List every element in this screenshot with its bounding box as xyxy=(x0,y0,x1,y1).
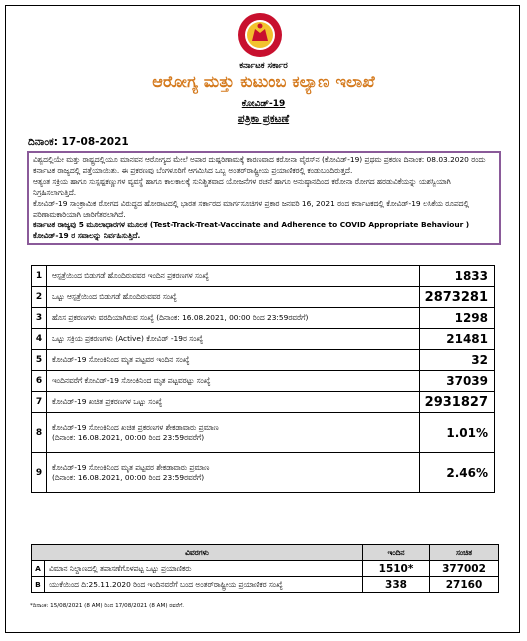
row-value: 2873281 xyxy=(419,287,494,308)
row-label: ಇಂದಿನವರೆಗೆ ಕೋವಿಡ್-19 ಸೋಂಕಿನಿಂದ ಮೃತ ಪಟ್ಟವರಟ್ಟು ಸಂಖ್ಯೆ xyxy=(47,371,420,392)
row-label-date: (ದಿನಾಂಕ: 16.08.2021, 00:00 ರಿಂದ 23:59ರವರೆಗೆ) xyxy=(52,432,205,442)
row-value: 1833 xyxy=(419,266,494,287)
row-number: 4 xyxy=(32,329,47,350)
department-title: ಆರೋಗ್ಯ ಮತ್ತು ಕುಟುಂಬ ಕಲ್ಯಾಣ ಇಲಾಖೆ xyxy=(152,72,375,91)
row-label xyxy=(47,413,420,453)
row-value: 32 xyxy=(419,350,494,371)
row-label-line: ಕೋವಿಡ್-19 ಸೋಂಕಿನಿಂದ ಮೃತ ಪಟ್ಟವರ ಶೇಕಡಾವಾರು ಪ್ರಮಾಣ xyxy=(52,462,210,472)
row-letter: B xyxy=(32,577,45,593)
intro-paragraph: ಕರ್ನಾಟಕ ರಾಜ್ಯವು 5 ಮೂಲಾಧಾರಗಳ ಮೂಲಕ (Test-Track-Treat-Vaccinate and Adherence to COVID Appropriate Behaviour ) ಕೋವಿಡ್-19 ರ ಸವಾಲನ್ನು ನಿರ್ವಹಿಸುತ್ತಿದೆ. xyxy=(33,220,470,241)
row-value: 21481 xyxy=(419,329,494,350)
table-row xyxy=(32,329,495,350)
column-header-today: ಇಂದಿನ xyxy=(363,545,430,561)
row-value: 37039 xyxy=(419,371,494,392)
table-row xyxy=(32,308,495,329)
release-date: ದಿನಾಂಕ: 17-08-2021 xyxy=(28,136,129,148)
column-header-cumulative: ಸಂಚಿತ xyxy=(430,545,499,561)
row-label: ಆಸ್ಪತ್ರೆಯಿಂದ ಬಿಡುಗಡೆ ಹೊಂದಿರುವವರ ಇಂದಿನ ಪ್ರಕರಣಗಳ ಸಂಖ್ಯೆ xyxy=(47,266,420,287)
subject-title: ಕೋವಿಡ್-19 xyxy=(241,99,286,109)
row-number: 7 xyxy=(32,392,47,413)
table-row xyxy=(32,350,495,371)
table-row xyxy=(32,392,495,413)
row-total: 27160 xyxy=(430,577,499,593)
row-label: ಕೋವಿಡ್-19 ಸೋಂಕಿನಿಂದ ಮೃತ ಪಟ್ಟವರ ಇಂದಿನ ಸಂಖ್ಯೆ xyxy=(47,350,420,371)
row-number: 1 xyxy=(32,266,47,287)
table-row xyxy=(32,371,495,392)
row-label: ಹೊಸ ಪ್ರಕರಣಗಳು ವರದಿಯಾಗಿರುವ ಸಂಖ್ಯೆ (ದಿನಾಂಕ: 16.08.2021, 00:00 ರಿಂದ 23:59ರವರೆಗೆ) xyxy=(47,308,420,329)
row-label: ಕೋವಿಡ್-19 ಖಚಿತ ಪ್ರಕರಣಗಳ ಒಟ್ಟು ಸಂಖ್ಯೆ xyxy=(47,392,420,413)
row-total: 377002 xyxy=(430,561,499,577)
row-number: 9 xyxy=(32,453,47,493)
row-label: ಯುಕೆಯಿಂದ ದಿ:25.11.2020 ರಿಂದ ಇಂದಿನವರೆಗೆ ಬಂದ ಅಂತರ್‌ರಾಷ್ಟ್ರೀಯ ಪ್ರಯಾಣಿಕರ ಸಂಖ್ಯೆ xyxy=(45,577,363,593)
intro-paragraph: ವಿಶ್ವದಲ್ಲಿಯೇ ಮತ್ತು ರಾಷ್ಟ್ರದಲ್ಲಿಯೂ ಮಾನವನ ಆರೋಗ್ಯದ ಮೇಲೆ ಅಪಾರ ದುಷ್ಪರಿಣಾಮಕ್ಕೆ ಕಾರಣವಾದ ಕರೋನಾ ವೈರಸ್‌ನ (ಕೋವಿಡ್-19) ಪ್ರಥಮ ಪ್ರಕರಣ ದಿನಾಂಕ: 08.03.2020 ರಂದು ಕರ್ನಾಟಕ ರಾಜ್ಯದಲ್ಲಿ ಪತ್ತೆಯಾಯಿತು. ಈ ಪ್ರಕರಣವು ಬೆಂಗಳೂರಿಗೆ ಆಗಮಿಸಿದ ಒಬ್ಬ ಅಂತರ್‌ರಾಷ್ಟ್ರೀಯ ಪ್ರಯಾಣಿಕರಲ್ಲಿ ಕಂಡುಬಂದಿರುತ್ತದೆ. xyxy=(33,155,486,175)
table-row xyxy=(32,577,499,593)
table-row xyxy=(32,453,495,493)
row-label-date: (ದಿನಾಂಕ: 16.08.2021, 00:00 ರಿಂದ 23:59ರವರೆಗೆ) xyxy=(52,472,205,482)
row-today: 1510* xyxy=(363,561,430,577)
row-value: 2.46% xyxy=(419,453,494,493)
row-label: ಒಟ್ಟು ಆಸ್ಪತ್ರೆಯಿಂದ ಬಿಡುಗಡೆ ಹೊಂದಿರುವವರ ಸಂಖ್ಯೆ xyxy=(47,287,420,308)
table-row xyxy=(32,287,495,308)
row-value: 1298 xyxy=(419,308,494,329)
row-today: 338 xyxy=(363,577,430,593)
row-label: ವಿಮಾನ ನಿಲ್ದಾಣದಲ್ಲಿ ತಪಾಸಣೆಗೊಳಪಟ್ಟ ಒಟ್ಟು ಪ್ರಯಾಣಿಕರು xyxy=(45,561,363,577)
press-release-title: ಪತ್ರಿಕಾ ಪ್ರಕಟಣೆ xyxy=(237,113,290,125)
row-number: 6 xyxy=(32,371,47,392)
row-letter: A xyxy=(32,561,45,577)
intro-paragraph: ಕೋವಿಡ್-19 ಸಾಂಕ್ರಾಮಿಕ ರೋಗದ ವಿರುದ್ಧದ ಹೋರಾಟದಲ್ಲಿ ಭಾರತ ಸರ್ಕಾರದ ಮಾರ್ಗಸೂಚಿಗಳ ಪ್ರಕಾರ ಜನವರಿ 16, 2021 ರಂದ ಕರ್ನಾಟಕದಲ್ಲಿ ಕೋವಿಡ್-19 ಲಸಿಕೆಯ ರೂಪದಲ್ಲಿ ಪರಿಣಾಮಕಾರಿಯಾಗಿ ಜಾರಿಗೆತರಲಾಗಿದೆ. xyxy=(33,198,470,219)
karnataka-emblem-logo xyxy=(237,12,283,58)
row-label: ಒಟ್ಟು ಸಕ್ರಿಯ ಪ್ರಕರಣಗಳು (Active) ಕೋವಿಡ್ -19ರ ಸಂಖ್ಯೆ xyxy=(47,329,420,350)
row-value: 2931827 xyxy=(419,392,494,413)
intro-paragraph: ಆತ್ಯಂತ ಸಕ್ರಿಯ ಹಾಗೂ ಸುಸ್ಪಷ್ಟಕಣ್ಣುಗಳ ವ್ಯವಸ್ಥೆ ಹಾಗೂ ಕಾಲಕಾಲಕ್ಕೆ ಸುನಿಶ್ಚಿತವಾದ ಯೋಜನೆಗಳ ರಚನೆ ಹಾಗೂ ಅನುಷ್ಠಾನದಿಂದ ಕರೋನಾ ರೋಗದ ಹರಡುವಿಕೆಯನ್ನು ಯಶಸ್ವಿಯಾಗಿ ನಿಗ್ರಹಿಸಲಾಗುತ್ತಿದೆ. xyxy=(33,176,451,197)
column-header-details: ವಿವರಗಳು xyxy=(32,545,363,561)
footnote: *ದಿನಾಂಕ: 15/08/2021 (8 AM) ರಿಂದ 17/08/2021 (8 AM) ರವರೆಗೆ. xyxy=(30,603,185,609)
table-header-row xyxy=(32,545,499,561)
table-row xyxy=(32,413,495,453)
covid-stats-table xyxy=(31,265,495,493)
intro-box xyxy=(27,151,501,245)
row-number: 5 xyxy=(32,350,47,371)
row-number: 2 xyxy=(32,287,47,308)
table-row xyxy=(32,561,499,577)
row-number: 8 xyxy=(32,413,47,453)
row-label-line: ಕೋವಿಡ್-19 ಸೋಂಕಿನಿಂದ ಖಚಿತ ಪ್ರಕರಣಗಳ ಶೇಕಡಾವಾರು ಪ್ರಮಾಣ xyxy=(52,422,219,432)
travel-table xyxy=(31,544,499,593)
row-number: 3 xyxy=(32,308,47,329)
table-row xyxy=(32,266,495,287)
government-title: ಕರ್ನಾಟಕ ಸರ್ಕಾರ xyxy=(239,61,288,71)
row-label xyxy=(47,453,420,493)
row-value: 1.01% xyxy=(419,413,494,453)
